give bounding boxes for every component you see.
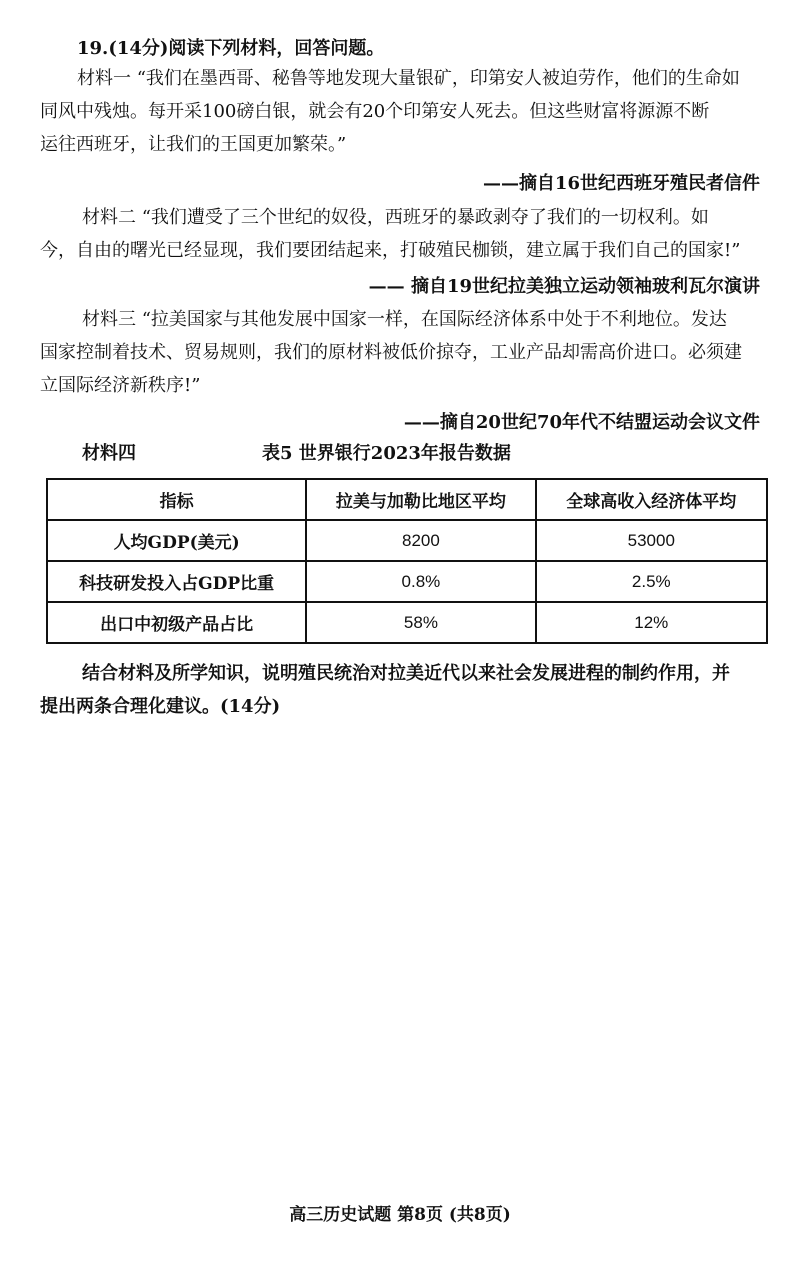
material1-line3: 运往西班牙，让我们的王国更加繁荣。” [40,134,347,155]
data-table [46,478,768,644]
material2-source: —— 摘自19世纪拉美独立运动领袖玻利瓦尔演讲 [368,276,760,297]
question-header: 19.(14分)阅读下列材料，回答问题。 [77,38,385,59]
material1-line1: 材料一 “我们在墨西哥、秘鲁等地发现大量银矿，印第安人被迫劳作，他们的生命如 [77,68,740,89]
material3-line2: 国家控制着技术、贸易规则，我们的原材料被低价掠夺，工业产品却需高价进口。必须建 [40,342,742,363]
table-cell-indicator: 出口中初级产品占比 [47,602,306,643]
material3-line1: 材料三 “拉美国家与其他发展中国家一样，在国际经济体系中处于不利地位。发达 [82,309,727,330]
material4-label: 材料四 [82,443,136,464]
table-cell-indicator: 科技研发投入占GDP比重 [47,561,306,602]
page-footer: 高三历史试题 第8页 (共8页) [289,1205,511,1225]
table-row [47,602,767,643]
table-cell-value: 53000 [536,520,767,561]
table-cell-value: 2.5% [536,561,767,602]
material3-source: ——摘自20世纪70年代不结盟运动会议文件 [403,412,760,433]
table-cell-value: 12% [536,602,767,643]
material1-line2: 同风中残烛。每开采100磅白银，就会有20个印第安人死去。但这些财富将源源不断 [40,101,710,122]
table-cell-value: 0.8% [306,561,535,602]
table-row [47,520,767,561]
table-cell-indicator: 人均GDP(美元) [47,520,306,561]
material3-line3: 立国际经济新秩序!” [40,375,201,396]
table-header-cell: 全球高收入经济体平均 [536,479,767,520]
table-caption: 表5 世界银行2023年报告数据 [262,443,511,464]
table-row [47,561,767,602]
material2-line2: 今，自由的曙光已经显现，我们要团结起来，打破殖民枷锁，建立属于我们自己的国家!” [40,240,741,261]
material2-line1: 材料二 “我们遭受了三个世纪的奴役，西班牙的暴政剥夺了我们的一切权利。如 [82,207,709,228]
table-header-cell: 指标 [47,479,306,520]
prompt-line1: 结合材料及所学知识，说明殖民统治对拉美近代以来社会发展进程的制约作用，并 [82,663,730,684]
material1-source: ——摘自16世纪西班牙殖民者信件 [482,173,760,194]
table-cell-value: 58% [306,602,535,643]
prompt-line2: 提出两条合理化建议。(14分) [40,696,281,717]
table-cell-value: 8200 [306,520,535,561]
table-header-row [47,479,767,520]
table-header-cell: 拉美与加勒比地区平均 [306,479,535,520]
